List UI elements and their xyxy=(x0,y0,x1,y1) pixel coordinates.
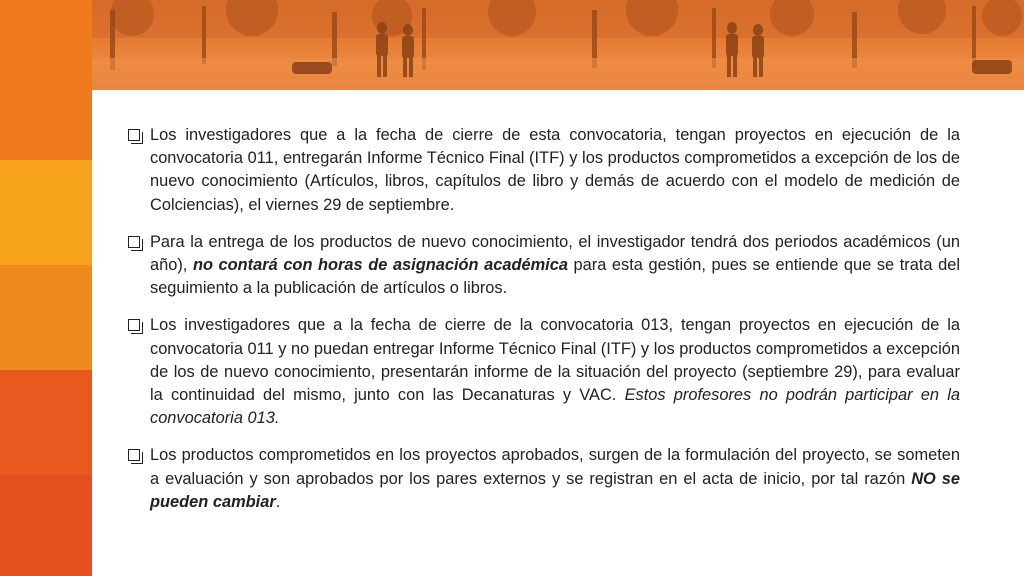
stripe-block xyxy=(0,0,92,160)
stripe-block xyxy=(0,160,92,265)
list-item-text: Los investigadores que a la fecha de cierre de la convocatoria 013, tengan proyectos en ejecución de la convocatoria 011 y no puedan entregar Informe Técnico Final (ITF) y los productos comprometidos a excepción de los de nuevo conocimiento, presentarán informe de la situación del proyecto (septiembre 29), para evaluar la continuidad del mismo, junto con las Decanaturas y VAC. Estos profesores no podrán participar en la convocatoria 013. xyxy=(150,316,960,428)
list-item xyxy=(128,314,960,430)
stripe-block xyxy=(0,475,92,576)
left-color-stripe xyxy=(0,0,92,576)
checkbox-bullet-icon xyxy=(128,236,140,248)
header-photo-banner xyxy=(92,0,1024,90)
list-item xyxy=(128,231,960,301)
bullet-list xyxy=(128,124,960,528)
list-item xyxy=(128,444,960,514)
list-item-text: Para la entrega de los productos de nuevo conocimiento, el investigador tendrá dos periodos académicos (un año), no contará con horas de asignación académica para esta gestión, pues se entiende que se trata del seguimiento a la publicación de artículos o libros. xyxy=(150,232,960,298)
list-item-text: Los investigadores que a la fecha de cierre de esta convocatoria, tengan proyectos en ejecución de la convocatoria 011, entregarán Informe Técnico Final (ITF) y los productos comprometidos a excepción de los de nuevo conocimiento (Artículos, libros, capítulos de libro y demás de acuerdo con el modelo de medición de Colciencias), el viernes 29 de septiembre. xyxy=(150,126,960,214)
street-scene-image xyxy=(92,0,1024,90)
checkbox-bullet-icon xyxy=(128,319,140,331)
emphasis-text: NO se pueden cambiar xyxy=(150,469,960,511)
checkbox-bullet-icon xyxy=(128,129,140,141)
emphasis-text: no contará con horas de asignación académica xyxy=(192,256,568,275)
checkbox-bullet-icon xyxy=(128,449,140,461)
stripe-block xyxy=(0,370,92,475)
list-item-text: Los productos comprometidos en los proyectos aprobados, surgen de la formulación del proyecto, se someten a evaluación y son aprobados por los pares externos y se registran en el acta de inicio, por tal razón NO se pueden cambiar. xyxy=(150,446,960,511)
list-item xyxy=(128,124,960,217)
emphasis-text: Estos profesores no podrán participar en la convocatoria 013. xyxy=(150,386,960,428)
stripe-block xyxy=(0,265,92,370)
